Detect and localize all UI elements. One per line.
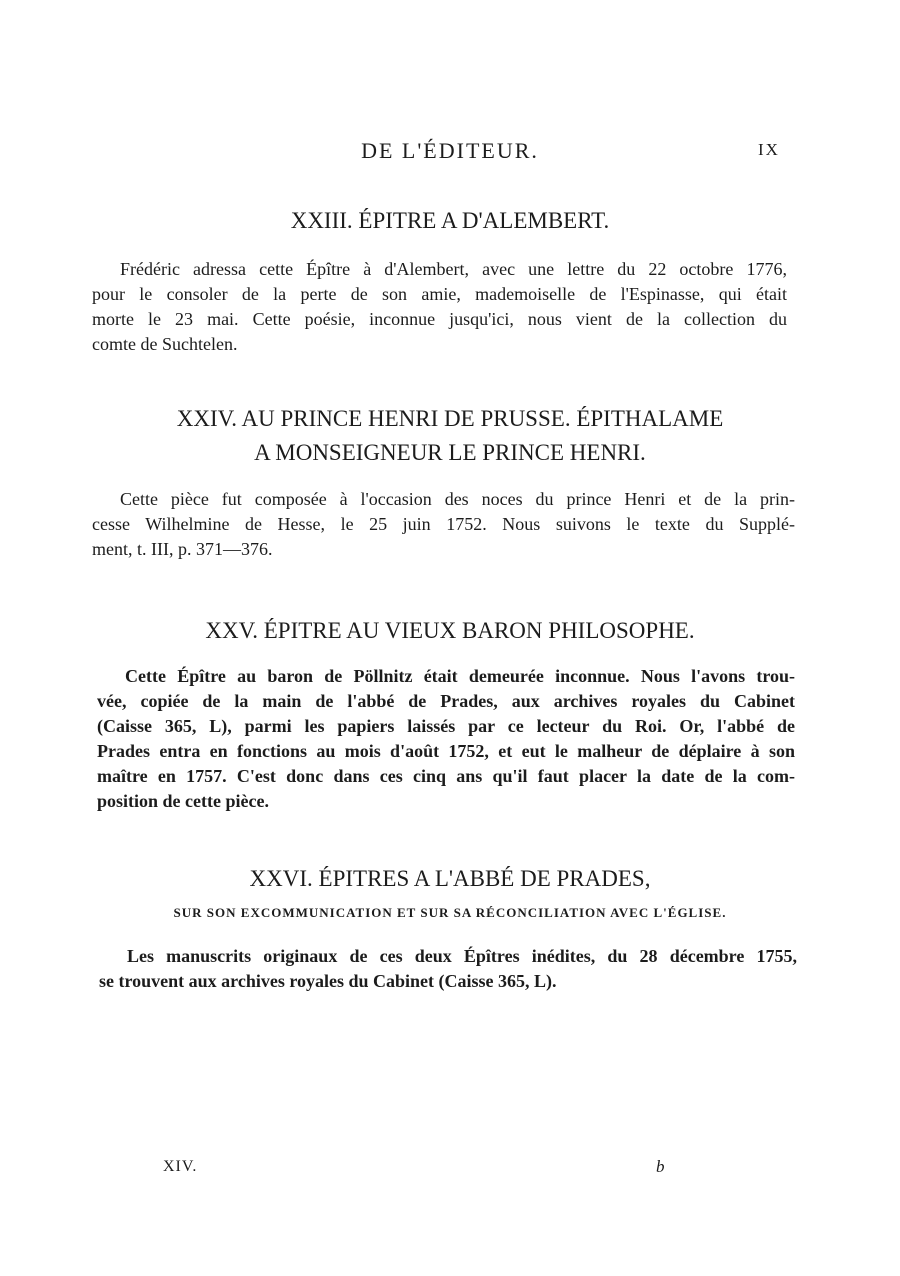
- paragraph-line: pour le consoler de la perte de son amie, mademoiselle de l'Espinasse, qui était: [92, 284, 787, 304]
- section-body-xxvi: [99, 944, 797, 994]
- section-body-xxiii: [92, 257, 787, 357]
- paragraph-line: comte de Suchtelen.: [92, 334, 238, 354]
- paragraph-line: Frédéric adressa cette Épître à d'Alembert, avec une lettre du 22 octobre 1776,: [120, 259, 787, 279]
- paragraph-line: maître en 1757. C'est donc dans ces cinq ans qu'il faut placer la date de la com-: [97, 766, 795, 786]
- section-body-xxv: [97, 664, 795, 814]
- paragraph-line: (Caisse 365, L), parmi les papiers laissés par ce lecteur du Roi. Or, l'abbé de: [97, 716, 795, 736]
- running-head: DE L'ÉDITEUR.: [361, 138, 539, 163]
- section-title-xxiii: XXIII. ÉPITRE A D'ALEMBERT.: [290, 208, 610, 233]
- signature-mark: XIV.: [163, 1158, 198, 1175]
- paragraph-line: Prades entra en fonctions au mois d'août 1752, et eut le malheur de déplaire à son: [97, 741, 795, 761]
- section-title-xxiv-line2: A MONSEIGNEUR LE PRINCE HENRI.: [254, 440, 646, 465]
- paragraph-line: Cette Épître au baron de Pöllnitz était demeurée inconnue. Nous l'avons trou-: [125, 666, 795, 686]
- paragraph-line: cesse Wilhelmine de Hesse, le 25 juin 1752. Nous suivons le texte du Supplé-: [92, 514, 795, 534]
- section-title-xxvi: XXVI. ÉPITRES A L'ABBÉ DE PRADES,: [249, 866, 651, 891]
- page-number: IX: [758, 140, 780, 159]
- paragraph-line: Cette pièce fut composée à l'occasion des noces du prince Henri et de la prin-: [120, 489, 795, 509]
- paragraph-line: morte le 23 mai. Cette poésie, inconnue jusqu'ici, nous vient de la collection du: [92, 309, 787, 329]
- paragraph-line: vée, copiée de la main de l'abbé de Prades, aux archives royales du Cabinet: [97, 691, 795, 711]
- paragraph-line: se trouvent aux archives royales du Cabinet (Caisse 365, L).: [99, 971, 557, 991]
- section-subtitle-xxvi: SUR SON EXCOMMUNICATION ET SUR SA RÉCONCILIATION AVEC L'ÉGLISE.: [173, 905, 727, 920]
- section-title-xxiv-line1: XXIV. AU PRINCE HENRI DE PRUSSE. ÉPITHALAME: [176, 406, 724, 431]
- section-title-xxv: XXV. ÉPITRE AU VIEUX BARON PHILOSOPHE.: [205, 618, 695, 643]
- paragraph-line: position de cette pièce.: [97, 791, 269, 811]
- section-body-xxiv: [92, 487, 795, 562]
- paragraph-line: Les manuscrits originaux de ces deux Épîtres inédites, du 28 décembre 1755,: [127, 946, 797, 966]
- sheet-mark: b: [656, 1157, 665, 1176]
- paragraph-line: ment, t. III, p. 371—376.: [92, 539, 273, 559]
